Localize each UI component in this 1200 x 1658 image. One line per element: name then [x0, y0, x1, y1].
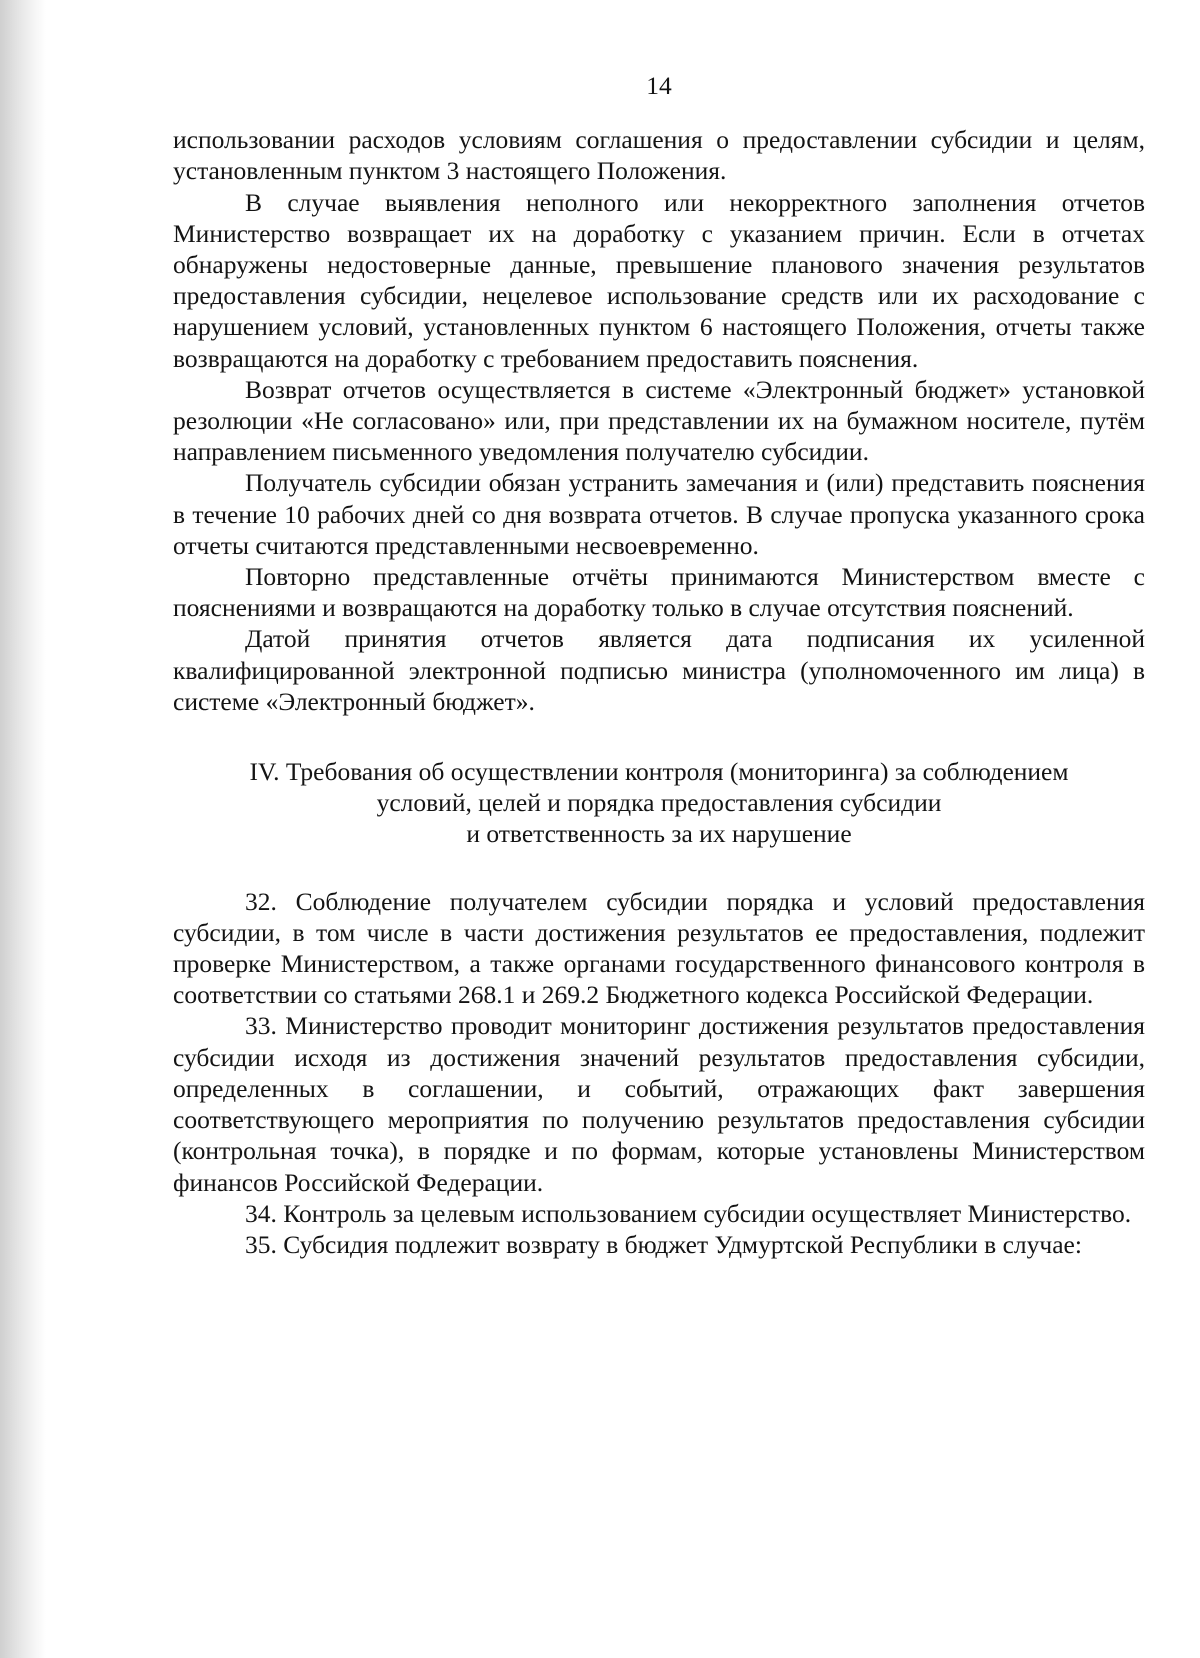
section-heading-line-1: IV. Требования об осуществлении контроля (мониторинга) за соблюдением [249, 757, 1069, 787]
paragraphs-after-heading [173, 886, 1145, 1260]
clause-33: 33. Министерство проводит мониторинг достижения результатов предоставления субсидии исходя из достижения значений результатов предоставления субсидии, определенных в соглашении, и событий, отражающих факт завершения соответствующего мероприятия по получению результатов предоставления субсидии (контрольная точка), в порядке и по формам, которые установлены Министерством финансов Российской Федерации. [173, 1011, 1145, 1197]
paragraph-acceptance-date: Датой принятия отчетов является дата подписания их усиленной квалифицированной электронной подписью министра (уполномоченного им лица) в системе «Электронный бюджет». [173, 624, 1145, 716]
clause-34: 34. Контроль за целевым использованием субсидии осуществляет Министерство. [245, 1198, 1132, 1228]
document-page [173, 70, 1145, 1260]
page-number: 14 [646, 71, 672, 100]
paragraph-continuation: использовании расходов условиям соглашения о предоставлении субсидии и целям, установленным пунктом 3 настоящего Положения. [173, 125, 1145, 186]
section-heading-line-2: условий, целей и порядка предоставления субсидии [376, 788, 942, 818]
section-heading [173, 756, 1145, 850]
clause-32: 32. Соблюдение получателем субсидии порядка и условий предоставления субсидии, в том числе в части достижения результатов ее предоставления, подлежит проверке Министерством, а также органами государственного финансового контроля в соответствии со статьями 268.1 и 269.2 Бюджетного кодекса Российской Федерации. [173, 886, 1145, 1010]
paragraphs-before-heading [173, 124, 1145, 717]
paragraph-resubmitted-reports: Повторно представленные отчёты принимаются Министерством вместе с пояснениями и возвращаются на доработку только в случае отсутствия пояснений. [173, 562, 1145, 623]
paragraph-report-return-method: Возврат отчетов осуществляется в системе «Электронный бюджет» установкой резолюции «Не согласовано» или, при представлении их на бумажном носителе, путём направлением письменного уведомления получателю субсидии. [173, 374, 1145, 467]
paragraph-report-return-reasons: В случае выявления неполного или некорректного заполнения отчетов Министерство возвращает их на доработку с указанием причин. Если в отчетах обнаружены недостоверные данные, превышение планового значения результатов предоставления субсидии, нецелевое использование средств или их расходование с нарушением условий, установленных пунктом 6 настоящего Положения, отчеты также возвращаются на доработку с требованием предоставить пояснения. [173, 187, 1145, 373]
section-heading-line-3: и ответственность за их нарушение [466, 819, 852, 849]
scan-edge-shadow [0, 0, 46, 1658]
paragraph-recipient-obligations: Получатель субсидии обязан устранить замечания и (или) представить пояснения в течение 10 рабочих дней со дня возврата отчетов. В случае пропуска указанного срока отчеты считаются представленными несвоевременно. [173, 468, 1145, 560]
clause-35: 35. Субсидия подлежит возврату в бюджет Удмуртской Республики в случае: [245, 1229, 1082, 1259]
